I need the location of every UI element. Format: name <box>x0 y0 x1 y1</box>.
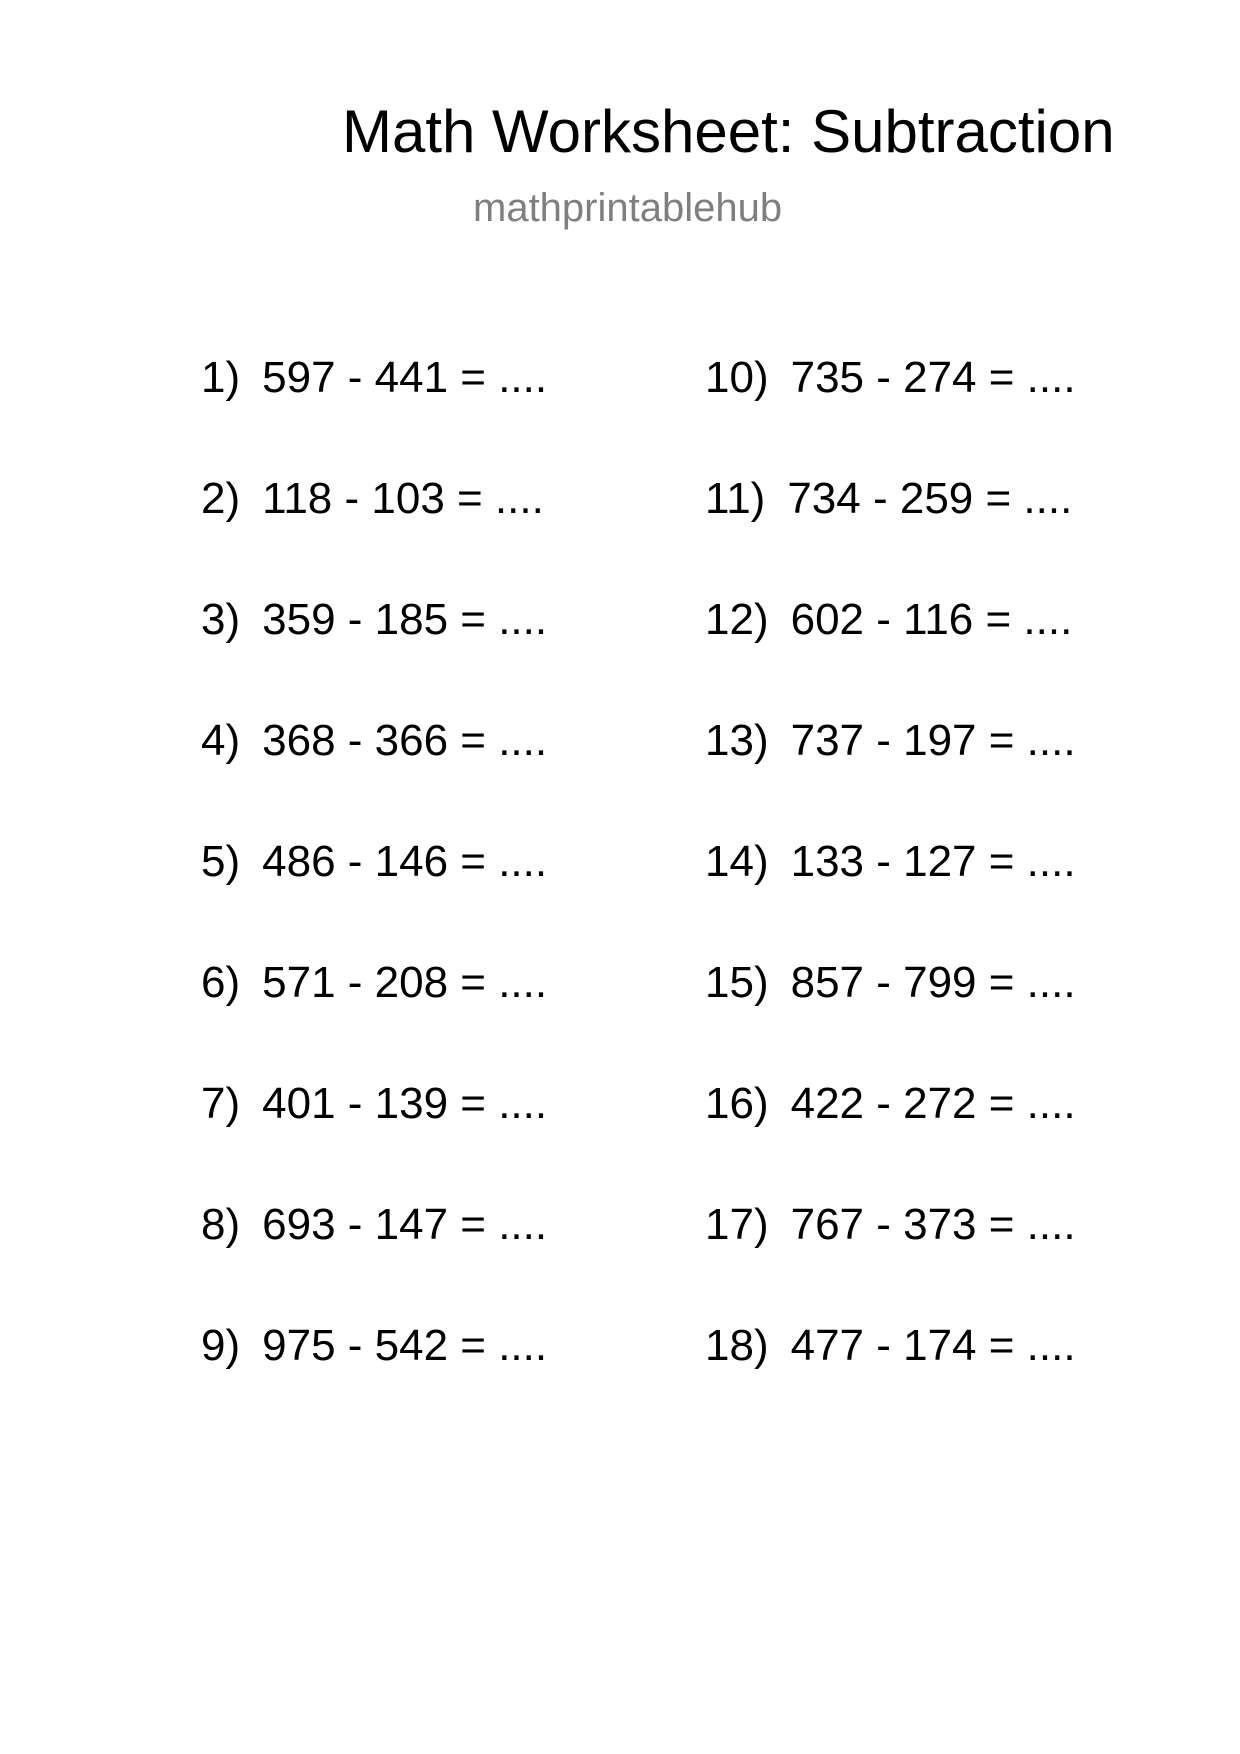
problem-number: 11) <box>705 474 766 523</box>
problem-expression: 693 - 147 = .... <box>262 1200 548 1249</box>
problem-number: 8) <box>201 1200 241 1249</box>
problem-expression: 737 - 197 = .... <box>790 716 1076 765</box>
problem-item <box>705 473 1225 594</box>
problem-number: 18) <box>705 1321 769 1370</box>
problem-item <box>705 352 1225 473</box>
problem-number: 14) <box>705 837 769 886</box>
problem-expression: 133 - 127 = .... <box>790 837 1076 886</box>
problem-expression: 477 - 174 = .... <box>790 1321 1076 1370</box>
problem-expression: 975 - 542 = .... <box>262 1321 548 1370</box>
problem-number: 6) <box>201 958 241 1007</box>
problem-expression: 359 - 185 = .... <box>262 595 548 644</box>
problem-item <box>201 594 721 715</box>
problem-column-right <box>705 352 1225 1441</box>
problem-number: 5) <box>201 837 241 886</box>
problem-item <box>201 473 721 594</box>
problem-item <box>705 1199 1225 1320</box>
problem-item <box>705 715 1225 836</box>
problem-item <box>201 715 721 836</box>
problem-expression: 571 - 208 = .... <box>262 958 548 1007</box>
problem-number: 16) <box>705 1079 769 1128</box>
problem-expression: 767 - 373 = .... <box>790 1200 1076 1249</box>
page-title: Math Worksheet: Subtraction <box>342 98 1115 165</box>
problem-column-left <box>201 352 721 1441</box>
problem-item <box>705 957 1225 1078</box>
problem-item <box>201 1320 721 1441</box>
problem-item <box>705 1320 1225 1441</box>
problem-item <box>201 957 721 1078</box>
problem-number: 9) <box>201 1321 241 1370</box>
page-subtitle: mathprintablehub <box>473 186 783 230</box>
problem-number: 7) <box>201 1079 241 1128</box>
problem-number: 13) <box>705 716 769 765</box>
problem-expression: 602 - 116 = .... <box>790 595 1073 644</box>
problem-expression: 857 - 799 = .... <box>790 958 1076 1007</box>
problem-number: 3) <box>201 595 241 644</box>
problem-expression: 401 - 139 = .... <box>262 1079 548 1128</box>
problem-item <box>705 836 1225 957</box>
problem-item <box>705 594 1225 715</box>
problem-expression: 734 - 259 = .... <box>787 474 1073 523</box>
problem-item <box>201 1078 721 1199</box>
problem-item <box>705 1078 1225 1199</box>
problem-expression: 422 - 272 = .... <box>790 1079 1076 1128</box>
problem-number: 2) <box>201 474 241 523</box>
problem-number: 10) <box>705 353 769 402</box>
problem-expression: 597 - 441 = .... <box>262 353 548 402</box>
problem-item <box>201 352 721 473</box>
problem-expression: 368 - 366 = .... <box>262 716 548 765</box>
problem-expression: 735 - 274 = .... <box>790 353 1076 402</box>
problem-number: 12) <box>705 595 769 644</box>
problem-expression: 118 - 103 = .... <box>262 474 544 523</box>
problem-number: 1) <box>201 353 241 402</box>
problem-expression: 486 - 146 = .... <box>262 837 548 886</box>
problem-number: 15) <box>705 958 769 1007</box>
problem-number: 17) <box>705 1200 769 1249</box>
problem-item <box>201 836 721 957</box>
problem-number: 4) <box>201 716 241 765</box>
problem-item <box>201 1199 721 1320</box>
